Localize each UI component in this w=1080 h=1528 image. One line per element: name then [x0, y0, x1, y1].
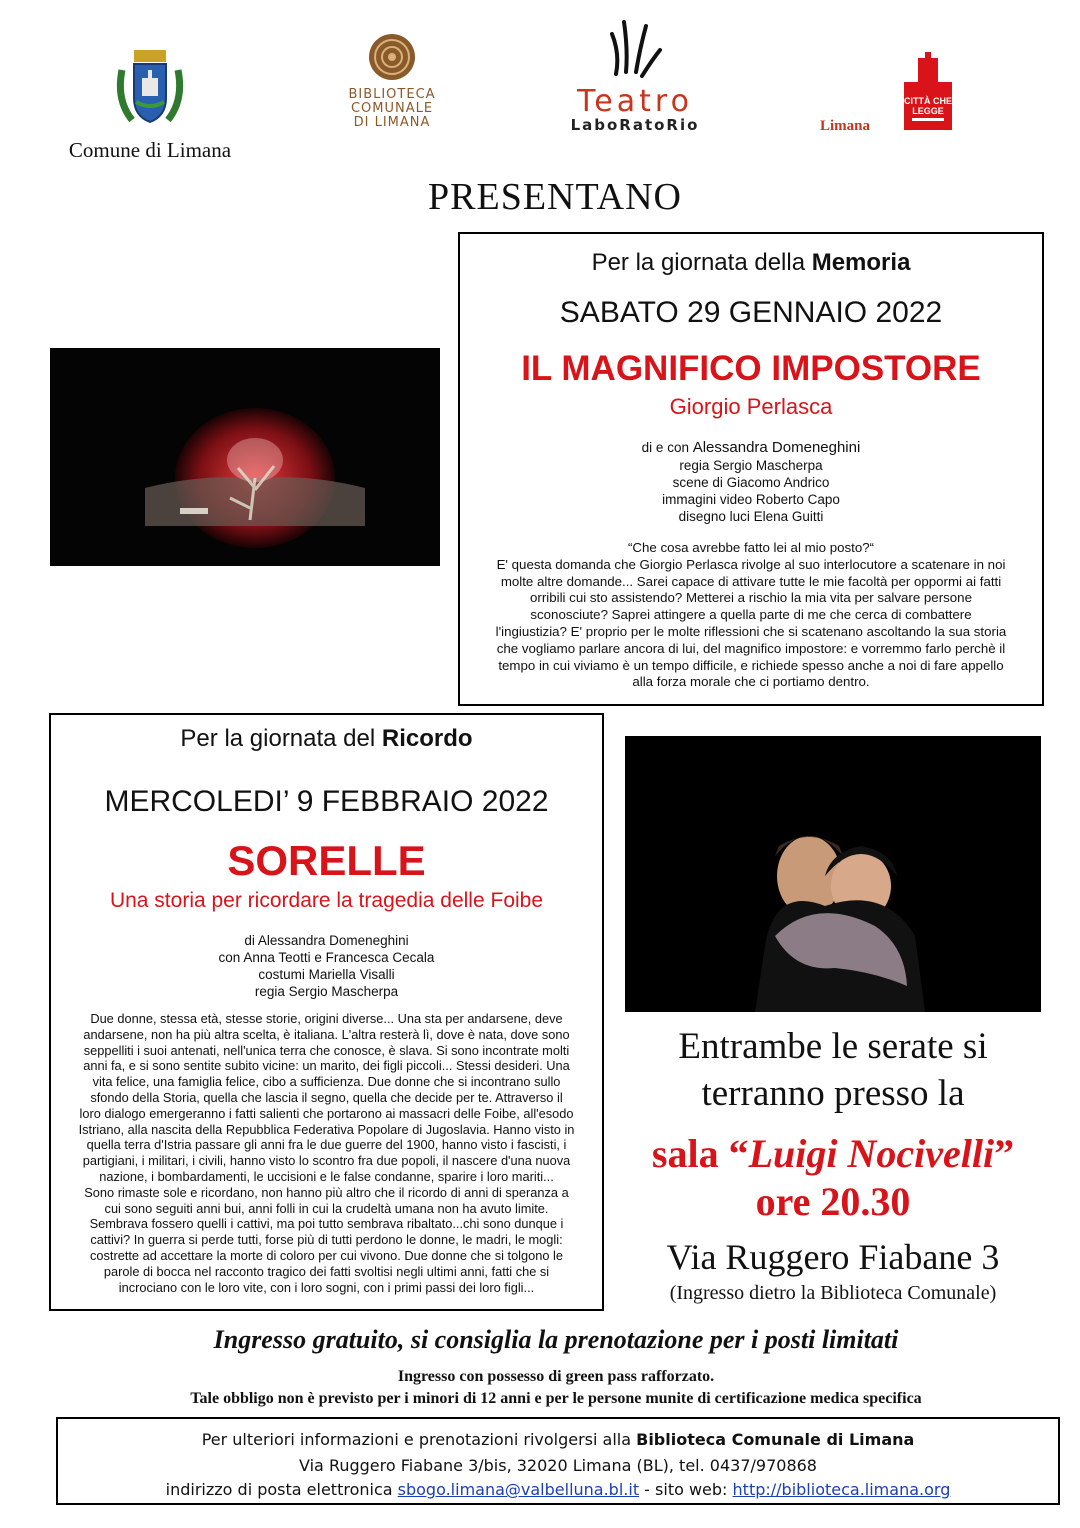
teatro-logo-hand-icon	[602, 14, 666, 84]
email-link[interactable]: sbogo.limana@valbelluna.bl.it	[397, 1480, 640, 1499]
venue-line1: Entrambe le serate si	[678, 1026, 988, 1067]
citta-che-legge-logo	[896, 52, 960, 132]
event1-credit-line: disegno luci Elena Guitti	[678, 509, 824, 524]
event1-desc-line: che vogliamo parlare ancora di lui, del magnifico impostore: e vorremmo farlo perchè il	[496, 640, 1006, 656]
biblioteca-logo-emblem	[367, 32, 417, 82]
event2-desc-line: cattivi? In guerra si perde tutti, forse più di tutti perdono le donne, le madri, le mogli:	[90, 1232, 563, 1248]
event1-credits-author-name: Alessandra Domeneghini	[692, 439, 861, 456]
website-link[interactable]: http://biblioteca.limana.org	[732, 1480, 951, 1499]
event2-intro-bold: Ricordo	[381, 725, 473, 752]
event2-credits	[51, 932, 602, 1000]
event1-desc-line: “Che cosa avrebbe fatto lei al mio posto?“	[627, 540, 875, 555]
event2-credit-line: regia Sergio Mascherpa	[254, 984, 399, 999]
event1-description	[460, 540, 1042, 691]
venue-address: Via Ruggero Fiabane 3	[666, 1237, 1000, 1277]
contact-library-name: Biblioteca Comunale di Limana	[636, 1430, 915, 1449]
event2-title: SORELLE	[227, 837, 426, 884]
event2-credit-line: con Anna Teotti e Francesca Cecala	[218, 950, 435, 965]
event2-desc-line: Sono rimaste sole e ricordano, non hanno più altro che il ricordo di anni di speranza a	[84, 1184, 569, 1200]
event2-desc-line: partigiani, i militari, i civili, hanno visto lo scontro fra due popoli, il nascere d'una nuova	[82, 1153, 571, 1169]
event2-desc-line: quella terra d'Istria passare gli anni fra le due guerre del 1900, hanno visto i fascisti, i	[86, 1137, 567, 1153]
exemption-notice: Tale obbligo non è previsto per i minori di 12 anni e per le persone munite di certificazione medica specifica	[190, 1390, 922, 1407]
venue-entrance-note: (Ingresso dietro la Biblioteca Comunale)	[669, 1282, 997, 1304]
event2-desc-line: incrociano con le loro vite, con i loro sogni, con i primi passi dei loro figli...	[118, 1279, 535, 1295]
event2-desc-line: cui sono seguiti anni bui, anni folli in cui la crudeltà umana non ha avuto limite.	[104, 1200, 549, 1216]
biblioteca-logo-text: BIBLIOTECA COMUNALE DI LIMANA	[348, 87, 436, 130]
presentano-heading: PRESENTANO	[428, 176, 682, 218]
event2-intro-prefix: Per la giornata del	[180, 725, 382, 752]
event1-title: IL MAGNIFICO IMPOSTORE	[521, 349, 981, 388]
event1-desc-line: E' questa domanda che Giorgio Perlasca rivolge al suo interlocutore a scatenare in noi	[496, 556, 1006, 572]
teatro-logo-subtitle: LaboRatoRio	[570, 116, 700, 134]
event1-credits-prefix: di e con	[641, 440, 693, 455]
citta-logo-place: Limana	[820, 118, 871, 134]
event2-desc-line: seppelliti i suoi antenati, nell'unica terra che conosce, è slava. Si sono incontrate molti	[83, 1042, 570, 1058]
event-memoria-box	[458, 232, 1044, 706]
green-pass-notice: Ingresso con possesso di green pass rafforzato.	[397, 1368, 715, 1385]
event1-desc-line: alla forza morale che ci portiamo dentro.	[632, 674, 870, 690]
event2-description	[51, 1011, 602, 1295]
venue-sala	[604, 1130, 1062, 1177]
event2-subtitle: Una storia per ricordare la tragedia delle Foibe	[109, 889, 544, 912]
teatro-logo-title: Teatro	[577, 84, 693, 119]
event2-desc-line: costrette ad accettare la morte di coloro per cui vivono. Due donne che si tolgono le	[89, 1247, 564, 1263]
event1-credit-line: scene di Giacomo Andrico	[672, 475, 830, 490]
venue-line2: terranno presso la	[701, 1073, 965, 1114]
event1-credit-line: immagini video Roberto Capo	[662, 492, 840, 507]
venue-sala-prefix: sala “	[651, 1131, 749, 1176]
stage-photo-sorelle	[625, 736, 1041, 1012]
event1-date: SABATO 29 GENNAIO 2022	[559, 296, 943, 329]
event1-subtitle: Giorgio Perlasca	[669, 394, 833, 419]
event1-desc-line: l'ingiustizia? E' proprio per le molte riflessioni che si scatenano ascoltando la sua storia	[495, 623, 1007, 639]
event1-desc-line: tempo in cui viviamo è un tempo difficile, e richiede spesso anche a noi di fare appello	[498, 657, 1004, 673]
event2-desc-line: anni fa, e si sono sentite subito vicine: un marito, dei figli piccoli... Stessi desideri. Una	[83, 1058, 570, 1074]
event2-date: MERCOLEDI’ 9 FEBBRAIO 2022	[104, 785, 549, 818]
venue-sala-suffix: ”	[994, 1131, 1015, 1176]
event2-intro	[51, 725, 602, 753]
event1-credit-line: regia Sergio Mascherpa	[679, 458, 823, 473]
event2-credit-line: di Alessandra Domeneghini	[244, 933, 409, 948]
event2-desc-line: loro dialogo emergeranno i fatti salienti che portarono ai massacri delle Foibe, all'esodo	[79, 1105, 574, 1121]
contact-address-line: Via Ruggero Fiabane 3/bis, 32020 Limana (BL), tel. 0437/970868	[299, 1456, 817, 1475]
event1-intro	[460, 249, 1042, 277]
event2-desc-line: parole di bocca nel racconto tragico dei fatti svoltisi negli ultimi anni, fatti che si	[103, 1263, 550, 1279]
event1-credits	[460, 457, 1042, 525]
event1-credits-author	[460, 439, 1042, 456]
contact-info-line	[58, 1430, 1058, 1449]
venue-sala-name: Luigi Nocivelli	[748, 1131, 995, 1176]
citta-che-legge-text: CITTÀ CHE LEGGE	[904, 96, 952, 116]
free-entry-notice: Ingresso gratuito, si consiglia la prenotazione per i posti limitati	[213, 1325, 899, 1354]
web-prefix: - sito web:	[639, 1480, 733, 1499]
contact-info-box	[56, 1417, 1060, 1505]
comune-label: Comune di Limana	[68, 138, 232, 162]
event2-desc-line: sfondo della Storia, quella che lascia il segno, quella che decide per te. Attraverso il	[90, 1089, 563, 1105]
event2-desc-line: Istriano, alla nascita della Repubblica Federativa Popolare di Jugoslavia. Hanno visto in	[78, 1121, 575, 1137]
event1-intro-prefix: Per la giornata della	[591, 249, 812, 276]
stage-photo-il-magnifico-impostore	[50, 348, 440, 566]
event2-credit-line: costumi Mariella Visalli	[258, 967, 395, 982]
contact-info-prefix: Per ulteriori informazioni e prenotazioni rivolgersi alla	[201, 1430, 637, 1449]
event1-desc-line: molte altre domande... Sarei capace di attivare tutte le mie facoltà per oppormi ai fatti	[500, 573, 1002, 589]
email-prefix: indirizzo di posta elettronica	[165, 1480, 398, 1499]
comune-crest-logo	[112, 40, 188, 132]
event1-intro-bold: Memoria	[811, 249, 911, 276]
event-ricordo-box	[49, 713, 604, 1311]
event1-desc-line: sconosciute? Saprei attingere a quella parte di me che cerca di combattere	[530, 607, 972, 623]
event2-desc-line: Due donne, stessa età, stesse storie, origini diverse... Una sta per andarsene, deve	[90, 1011, 563, 1026]
event2-desc-line: Sembrava fossero quelli i cattivi, ma poi tutto sembrava ribaltato...chi sono dunque i	[89, 1216, 564, 1232]
contact-email-web-line	[58, 1480, 1058, 1499]
event2-desc-line: andarsene, non ha più altra scelta, è italiana. L'altra resterà lì, dove è nata, dove sono	[83, 1026, 570, 1042]
event2-desc-line: nazione, i bombardamenti, le uccisioni e le false condanne, sparire i loro mariti...	[99, 1168, 554, 1184]
venue-time: ore 20.30	[755, 1179, 911, 1224]
event1-desc-line: orribili cui sto assistendo? Metterei a rischio la mia vita per salvare persone	[530, 590, 972, 606]
event2-desc-line: vita felice, una famiglia felice, cibo a sufficienza. Due donne che si incontrano sullo	[92, 1074, 561, 1090]
